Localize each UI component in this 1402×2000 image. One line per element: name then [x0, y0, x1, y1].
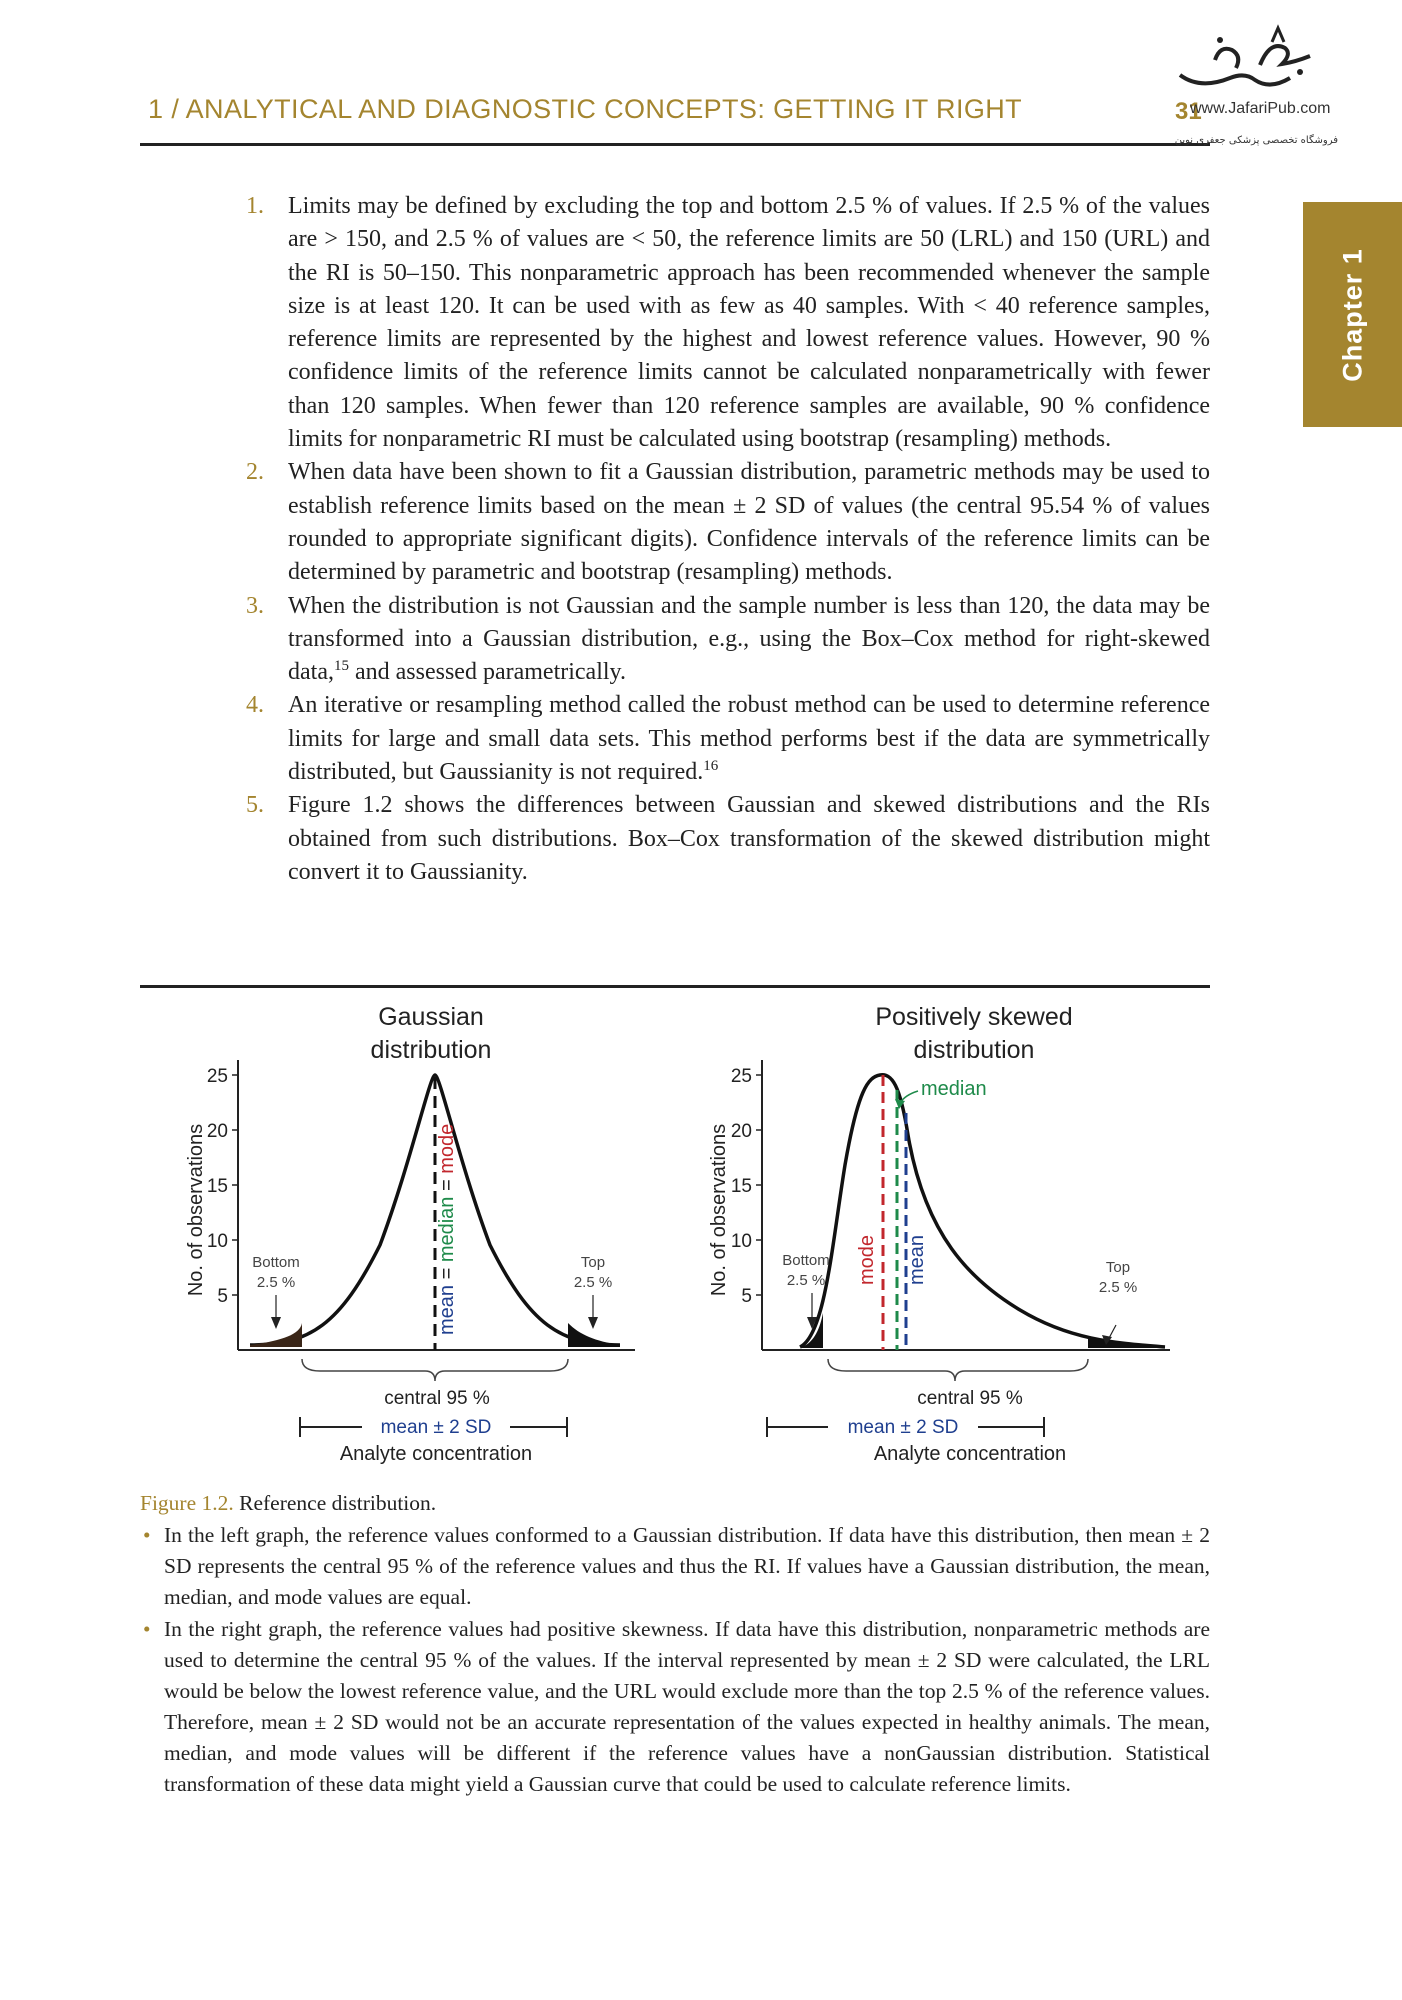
header-rule	[140, 143, 1210, 146]
list-item-number: 3.	[246, 592, 264, 619]
list-item-number: 2.	[246, 459, 264, 486]
running-title: 1 / ANALYTICAL AND DIAGNOSTIC CONCEPTS: GETTING IT RIGHT	[148, 94, 1023, 124]
list-item-number: 4.	[246, 692, 264, 719]
list-item-text: When the distribution is not Gaussian and the sample number is less than 120, the data may be transformed into a Gaussian distribution, e.g., using the Box–Cox method for right-skewed data,	[288, 592, 1210, 686]
page-number: 31	[1175, 98, 1202, 125]
list-item-number: 1.	[246, 193, 264, 219]
caption-bullet	[140, 1614, 1210, 1800]
skewed-title-line1: Positively skewed	[875, 1003, 1073, 1031]
gaussian-x-axis-label: Analyte concentration	[339, 1443, 533, 1465]
skewed-top-pct: 2.5 %	[1098, 1279, 1138, 1296]
y-tick-label: 15	[730, 1176, 752, 1197]
y-tick-label: 15	[206, 1176, 228, 1197]
logo-subtitle: فروشگاه تخصصی پزشکی جعفری نوین	[1174, 135, 1338, 146]
reference-distribution-figure	[140, 995, 1210, 1475]
publisher-logo	[1160, 20, 1340, 155]
y-tick-label: 5	[741, 1286, 752, 1307]
logo-site-text: www.JafariPub.com	[1190, 100, 1331, 117]
list-item	[246, 689, 1210, 789]
caption-bullet-text: In the left graph, the reference values conformed to a Gaussian distribution. If data have this distribution, then mean ± 2 SD represents the central 95 % of the reference values and thus the RI. If values have a Gaussian distribution, the mean, median, and mode values are equal.	[164, 1523, 1210, 1609]
gaussian-panel	[185, 1003, 635, 1465]
numbered-list	[246, 190, 1210, 889]
list-item-text: When data have been shown to fit a Gaussian distribution, parametric methods may be used to establish reference limits based on the mean ± 2 SD of values (the central 95.54 % of values rounded to appropriate significant digits). Confidence intervals of the reference limits can be determined by parametric and bootstrap (resampling) methods.	[288, 459, 1210, 586]
caption-bullet	[140, 1520, 1210, 1613]
y-tick-label: 10	[730, 1231, 752, 1252]
gaussian-central-brace	[302, 1359, 568, 1381]
caption-figure-title: Reference distribution.	[233, 1491, 437, 1515]
list-item	[246, 789, 1210, 889]
list-item	[246, 590, 1210, 690]
logo-mark-icon	[1160, 20, 1340, 100]
gaussian-top-pct: 2.5 %	[573, 1274, 613, 1291]
skewed-bottom-label: Bottom	[782, 1252, 830, 1269]
list-item-text: An iterative or resampling method called the robust method can be used to determine reference limits for large and small data sets. This method performs best if the data are symmetrically distributed, but Gaussianity is not required.	[288, 692, 1210, 786]
mode-label: mode	[436, 1123, 458, 1174]
gaussian-bottom-label: Bottom	[252, 1254, 300, 1271]
list-item-text: Limits may be defined by excluding the top and bottom 2.5 % of values. If 2.5 % of the values are > 150, and 2.5 % of values are < 50, the reference limits are 50 (LRL) and 150 (URL) and the RI is 50–150. This nonparametric approach has been recommended whenever the sample size is at least 120. It can be used with as few as 40 samples. With < 40 reference samples, reference limits are represented by the highest and lowest reference values. However, 90 % confidence limits of the reference limits cannot be calculated nonparametrically with fewer than 120 samples. When fewer than 120 reference samples are available, 90 % confidence limits for nonparametric RI must be calculated using bootstrap (resampling) methods.	[288, 193, 1210, 453]
chapter-tab-label: Chapter 1	[1337, 247, 1367, 382]
y-tick-label: 25	[206, 1066, 228, 1087]
gaussian-central-label: central 95 %	[384, 1388, 490, 1409]
gaussian-top-label: Top	[580, 1254, 606, 1271]
skewed-y-ticks	[731, 1066, 762, 1307]
mean-label: mean	[436, 1284, 458, 1335]
list-item-text: Figure 1.2 shows the differences between Gaussian and skewed distributions and the RIs obtained from such distributions. Box–Cox transformation of the skewed distribution might convert it to Gaussianity.	[288, 792, 1210, 885]
list-item-text-tail: and assessed parametrically.	[348, 659, 626, 686]
y-tick-label: 10	[206, 1231, 228, 1252]
gaussian-y-ticks	[207, 1066, 238, 1307]
reference-superscript: 16	[703, 758, 719, 775]
y-tick-label: 20	[730, 1121, 752, 1142]
skewed-meansd-label: mean ± 2 SD	[847, 1417, 959, 1438]
list-item	[246, 190, 1210, 456]
skewed-bottom-pct: 2.5 %	[786, 1272, 826, 1289]
bullet-dot-icon: •	[143, 1617, 151, 1641]
skewed-curve	[800, 1075, 1165, 1347]
chapter-tab	[1303, 202, 1402, 427]
median-label: median	[436, 1196, 458, 1263]
y-tick-label: 20	[206, 1121, 228, 1142]
skewed-y-axis-label: No. of observations	[708, 1123, 730, 1297]
gaussian-center-label: mean = median = mode	[436, 1123, 458, 1335]
y-tick-label: 5	[217, 1286, 228, 1307]
gaussian-title-line2: distribution	[370, 1036, 492, 1064]
arrow-down-icon	[271, 1317, 281, 1329]
skewed-panel	[708, 1003, 1170, 1465]
mode-label: mode	[856, 1234, 878, 1285]
list-item	[246, 456, 1210, 589]
figure-top-rule	[140, 985, 1210, 988]
gaussian-meansd-label: mean ± 2 SD	[380, 1417, 492, 1438]
gaussian-title-line1: Gaussian	[378, 1003, 484, 1031]
skewed-central-brace	[828, 1359, 1088, 1381]
skewed-central-label: central 95 %	[917, 1388, 1023, 1409]
skewed-top-label: Top	[1105, 1259, 1131, 1276]
caption-bullet-text: In the right graph, the reference values had positive skewness. If data have this distribution, nonparametric methods are used to determine the central 95 % of the values. If the interval represented by mean ± 2 SD were calculated, the LRL would be below the lowest reference value, and the URL would exclude more than the top 2.5 % of the reference values. Therefore, mean ± 2 SD would not be an accurate representation of the values expected in healthy animals. The mean, median, and mode values will be different if the reference values have a nonGaussian distribution. Statistical transformation of these data might yield a Gaussian curve that could be used to calculate reference limits.	[164, 1617, 1210, 1796]
gaussian-bottom-pct: 2.5 %	[256, 1274, 296, 1291]
figure-caption	[140, 1488, 1210, 1800]
gaussian-y-axis-label: No. of observations	[185, 1123, 207, 1297]
bullet-dot-icon: •	[143, 1523, 151, 1547]
mean-label: mean	[906, 1234, 928, 1285]
arrow-down-icon	[588, 1317, 598, 1329]
y-tick-label: 25	[730, 1066, 752, 1087]
list-item-number: 5.	[246, 792, 264, 819]
median-label: median	[921, 1078, 987, 1100]
reference-superscript: 15	[333, 658, 349, 675]
skewed-x-axis-label: Analyte concentration	[873, 1443, 1067, 1465]
skewed-title-line2: distribution	[913, 1036, 1035, 1064]
caption-figure-label: Figure 1.2.	[140, 1491, 234, 1515]
caption-title	[140, 1488, 1210, 1519]
